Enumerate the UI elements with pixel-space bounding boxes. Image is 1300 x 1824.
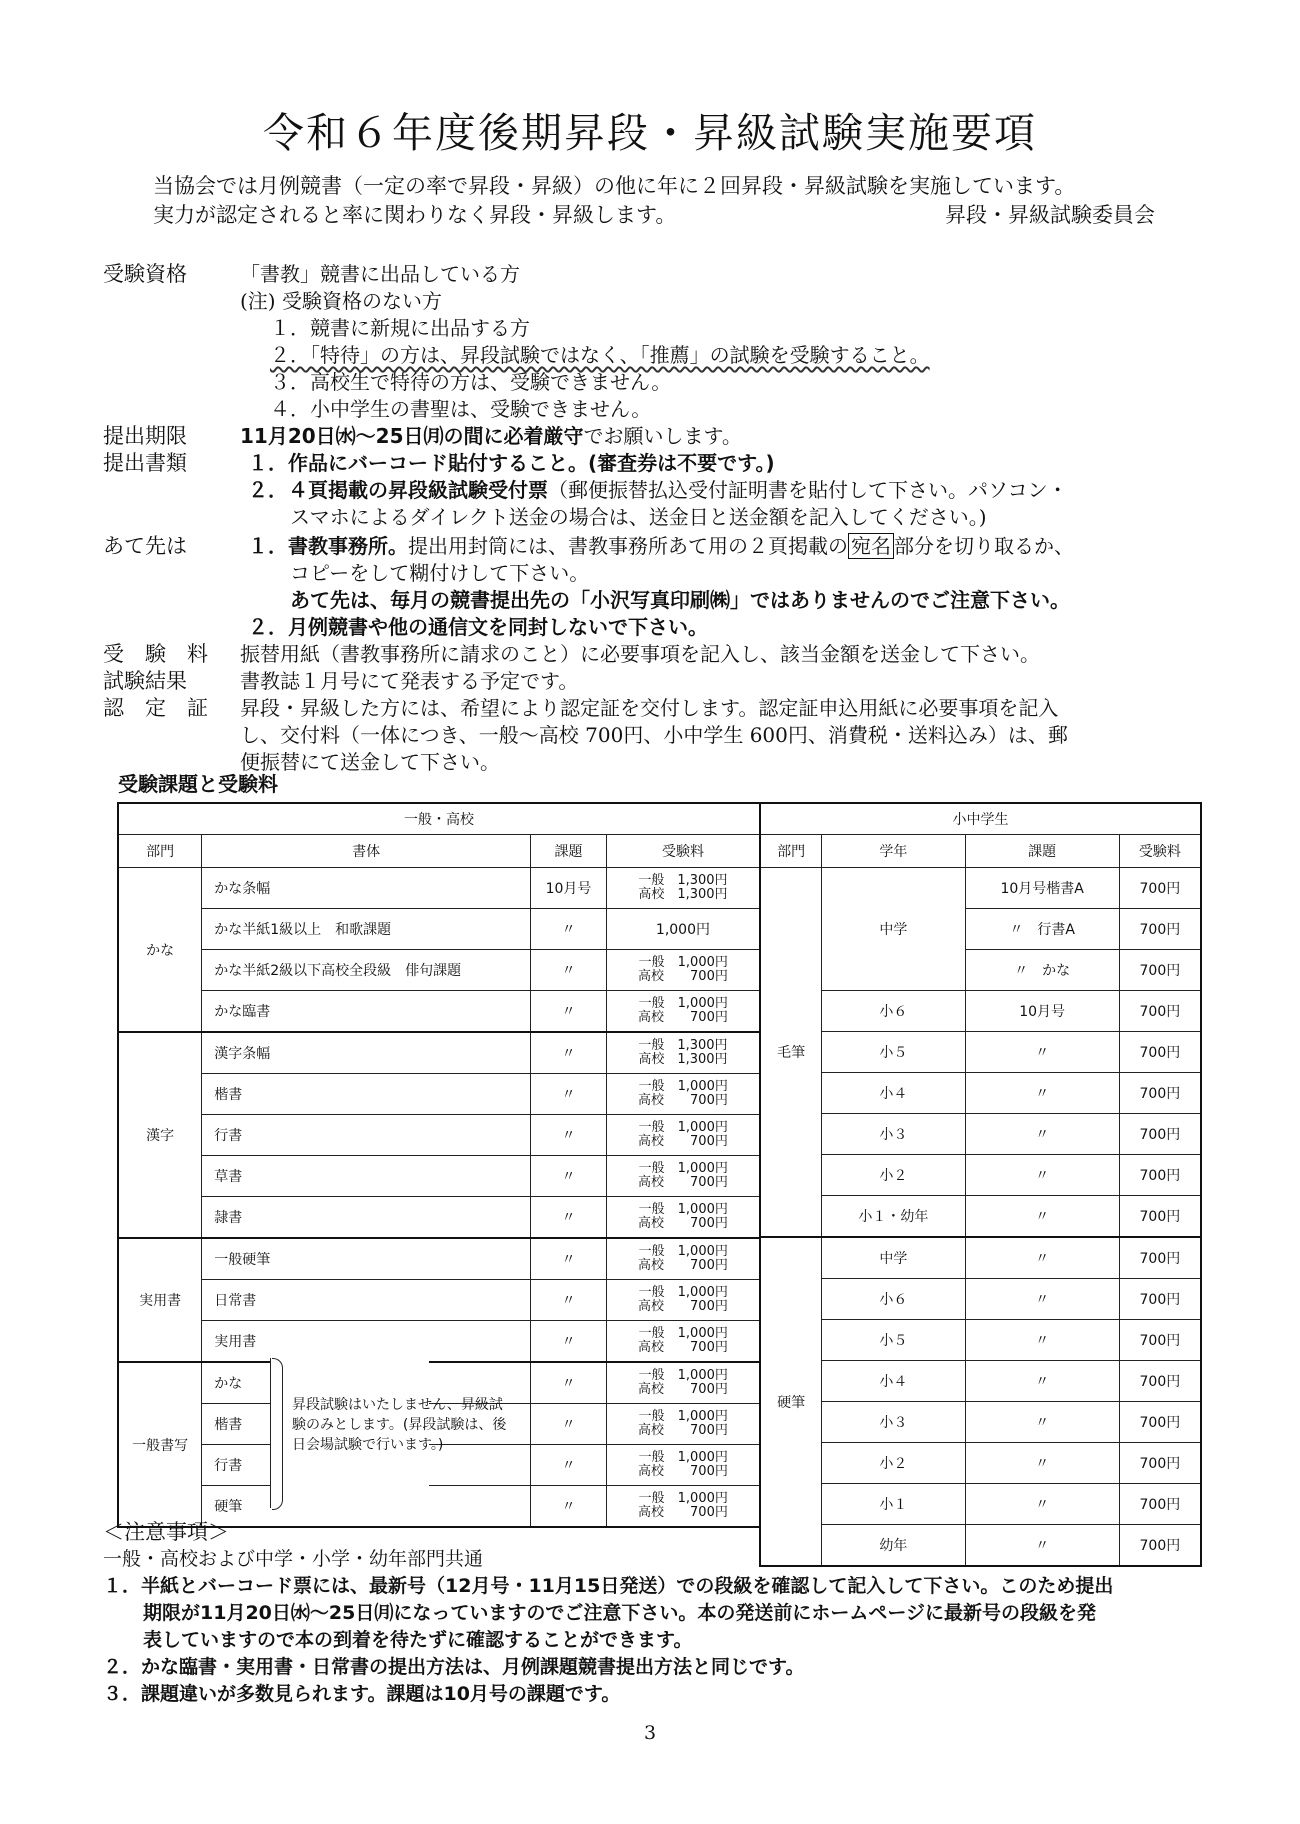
result-text: 書教誌１月号にて発表する予定です。	[240, 669, 579, 693]
fee-highschool: 高校 700円	[638, 1505, 728, 1520]
task-cell: 10月号	[965, 991, 1119, 1032]
fee-highschool: 高校 700円	[638, 1175, 728, 1190]
copy-note: 昇段試験はいたしません、昇級試験のみとします。(昇段試験は、後日会場試験で行います。)	[292, 1397, 507, 1453]
task-cell: 〃	[531, 1362, 607, 1404]
section-title: 受験課題と受験料	[118, 772, 278, 796]
style-cell: 一般硬筆	[202, 1238, 531, 1280]
address-item-1-rest: 提出用封筒には、書教事務所あて用の２頁掲載の	[408, 534, 848, 558]
fee-general: 一般 1,000円	[638, 1450, 728, 1465]
style-cell: 日常書	[202, 1280, 531, 1321]
fee-highschool: 高校 1,300円	[638, 887, 728, 902]
fee-cell: 700円	[1119, 1032, 1201, 1073]
task-cell: 〃	[965, 1073, 1119, 1114]
table-row	[760, 1361, 1201, 1402]
category-kanji: 漢字	[118, 1032, 202, 1238]
table-row	[760, 1402, 1201, 1443]
group-header-junior: 小中学生	[760, 803, 1201, 835]
fee-cell	[606, 868, 760, 909]
grade-cell: 幼年	[822, 1525, 965, 1567]
table-row	[118, 1115, 760, 1156]
grade-cell: 小２	[822, 1155, 965, 1196]
table-row	[118, 1032, 760, 1074]
fee-cell	[606, 1115, 760, 1156]
table-row	[118, 950, 760, 991]
fee-cell: 700円	[1119, 1196, 1201, 1238]
grade-cell: 小２	[822, 1443, 965, 1484]
fee-cell	[606, 1032, 760, 1074]
documents-item-1: １．作品にバーコード貼付すること。(審査券は不要です。)	[248, 451, 775, 475]
notes-common: 一般・高校および中学・小学・幼年部門共通	[103, 1548, 484, 1570]
fee-cell: 700円	[1119, 1484, 1201, 1525]
grade-cell: 小３	[822, 1402, 965, 1443]
fee-highschool: 高校 700円	[638, 1340, 728, 1355]
task-cell: 〃	[965, 1114, 1119, 1155]
address-box: 宛名	[848, 533, 894, 559]
documents-item-2	[248, 474, 1068, 503]
style-cell: かな半紙1級以上 和歌課題	[202, 909, 531, 950]
address-item-1-bold: １．書教事務所。	[248, 534, 408, 558]
qualification-note-3: ３．高校生で特待の方は、受験できません。	[270, 370, 672, 394]
fee-cell	[606, 1156, 760, 1197]
qualification-note-4: ４．小中学生の書聖は、受験できません。	[270, 397, 652, 421]
fee-highschool: 高校 700円	[638, 1423, 728, 1438]
address-item-2: ２．月例競書や他の通信文を同封しないで下さい。	[248, 615, 708, 639]
task-cell: 〃	[965, 1032, 1119, 1073]
grade-cell: 小４	[822, 1361, 965, 1402]
fee-cell: 700円	[1119, 1361, 1201, 1402]
grade-cell: 中学	[822, 1237, 965, 1279]
fee-general: 一般 1,000円	[638, 1491, 728, 1506]
header-dept: 部門	[760, 835, 822, 868]
style-cell: 行書	[202, 1115, 531, 1156]
documents-item-2-bold: ２．４頁掲載の昇段級試験受付票	[248, 478, 548, 502]
fee-highschool: 高校 700円	[638, 1134, 728, 1149]
style-cell: かな半紙2級以下高校全段級 俳句課題	[202, 950, 531, 991]
style-cell: かな条幅	[202, 868, 531, 909]
fee-label: 受 験 料	[103, 642, 208, 666]
fee-cell	[606, 1197, 760, 1239]
header-fee: 受験料	[606, 835, 760, 868]
fee-cell: 700円	[1119, 1114, 1201, 1155]
task-cell: 〃	[965, 1196, 1119, 1238]
deadline-text	[240, 420, 742, 449]
page-title: 令和６年度後期昇段・昇級試験実施要項	[263, 109, 1037, 157]
fee-highschool: 高校 700円	[638, 1382, 728, 1397]
task-cell: 10月号楷書A	[965, 868, 1119, 909]
task-cell: 〃	[531, 991, 607, 1033]
table-row	[760, 1443, 1201, 1484]
table-row	[760, 1073, 1201, 1114]
fee-cell: 700円	[1119, 991, 1201, 1032]
address-item-1-line3: あて先は、毎月の競書提出先の「小沢写真印刷㈱」ではありませんのでご注意下さい。	[290, 588, 1070, 612]
fee-cell: 700円	[1119, 1525, 1201, 1567]
table-row	[118, 909, 760, 950]
page-number: 3	[643, 1722, 657, 1744]
fee-cell: 700円	[1119, 1279, 1201, 1320]
task-cell: 〃	[965, 1484, 1119, 1525]
table-row	[118, 1156, 760, 1197]
copy-style-kana: かな	[214, 1376, 243, 1392]
fee-general: 一般 1,000円	[638, 996, 728, 1011]
table-row	[760, 1032, 1201, 1073]
fee-general: 一般 1,000円	[638, 1202, 728, 1217]
task-cell: 〃	[531, 1197, 607, 1239]
task-cell: 〃	[531, 1280, 607, 1321]
task-cell: 〃	[531, 1321, 607, 1363]
table-row	[760, 991, 1201, 1032]
table-row	[760, 868, 1201, 909]
task-cell: 〃	[965, 1361, 1119, 1402]
category-kana: かな	[118, 868, 202, 1033]
fee-cell	[606, 1321, 760, 1363]
fee-highschool: 高校 700円	[638, 1258, 728, 1273]
task-cell: 〃	[965, 1237, 1119, 1279]
task-cell: 〃	[531, 1156, 607, 1197]
grade-cell: 小４	[822, 1073, 965, 1114]
fee-cell: 700円	[1119, 909, 1201, 950]
fee-cell	[606, 950, 760, 991]
grade-cell: 小５	[822, 1032, 965, 1073]
fee-general: 一般 1,000円	[638, 1244, 728, 1259]
fee-cell: 700円	[1119, 1073, 1201, 1114]
address-item-1-tail: 部分を切り取るか、	[894, 534, 1074, 558]
task-cell: 〃	[531, 1486, 607, 1528]
junior-table	[759, 802, 1202, 1567]
certificate-line-3: 便振替にて送金して下さい。	[240, 750, 500, 774]
task-cell: 〃	[965, 1402, 1119, 1443]
table-row	[118, 1074, 760, 1115]
fee-general: 一般 1,300円	[638, 1038, 728, 1053]
table-row	[118, 1321, 760, 1363]
fee-cell: 700円	[1119, 1402, 1201, 1443]
fee-general: 一般 1,000円	[638, 1326, 728, 1341]
fee-cell	[606, 1486, 760, 1528]
fee-cell: 700円	[1119, 868, 1201, 909]
task-cell: 〃	[531, 1404, 607, 1445]
table-row	[760, 1525, 1201, 1567]
fee-cell: 700円	[1119, 950, 1201, 991]
deadline-date: 11月20日㈬～25日㈪の間に必着厳守	[240, 424, 584, 448]
fee-general: 一般 1,300円	[638, 873, 728, 888]
fee-cell	[606, 1362, 760, 1404]
grade-cell: 小３	[822, 1114, 965, 1155]
fee-cell: 700円	[1119, 1155, 1201, 1196]
certificate-line-2: し、交付料（一体につき、一般～高校 700円、小中学生 600円、消費税・送料込み）は、郵	[240, 723, 1068, 747]
header-grade: 学年	[822, 835, 965, 868]
intro-line-2: 実力が認定されると率に関わりなく昇段・昇級します。	[153, 203, 677, 227]
fee-cell: 700円	[1119, 1443, 1201, 1484]
task-cell: 〃 かな	[965, 950, 1119, 991]
table-row	[760, 1320, 1201, 1361]
fee-general: 一般 1,000円	[638, 1161, 728, 1176]
fee-cell	[606, 1074, 760, 1115]
table-row	[760, 1279, 1201, 1320]
header-dept: 部門	[118, 835, 202, 868]
grade-cell: 小６	[822, 991, 965, 1032]
task-cell: 〃	[531, 1115, 607, 1156]
category-pen: 硬筆	[760, 1237, 822, 1566]
style-cell: 隷書	[202, 1197, 531, 1239]
group-header-general: 一般・高校	[118, 803, 760, 835]
deadline-label: 提出期限	[103, 424, 187, 448]
bracket-shape	[272, 1358, 283, 1510]
table-row	[118, 1197, 760, 1239]
header-task: 課題	[965, 835, 1119, 868]
table-row	[760, 1196, 1201, 1238]
fee-cell	[606, 1404, 760, 1445]
task-cell: 〃	[965, 1320, 1119, 1361]
address-label: あて先は	[103, 534, 187, 558]
qualification-note-1: １．競書に新規に出品する方	[270, 316, 530, 340]
task-cell: 〃	[531, 1074, 607, 1115]
category-copy: 一般書写	[118, 1362, 202, 1527]
fee-highschool: 高校 700円	[638, 1093, 728, 1108]
fee-highschool: 高校 700円	[638, 1464, 728, 1479]
fee-general: 一般 1,000円	[638, 1079, 728, 1094]
fee-general: 一般 1,000円	[638, 1120, 728, 1135]
table-row	[118, 1280, 760, 1321]
fee-cell	[606, 1238, 760, 1280]
note-1-line-3: 表していますので本の到着を待たずに確認することができます。	[143, 1629, 693, 1651]
style-cell: かな臨書	[202, 991, 531, 1033]
header-task: 課題	[531, 835, 607, 868]
fee-cell: 700円	[1119, 1320, 1201, 1361]
address-item-1-line2: コピーをして糊付けして下さい。	[290, 561, 590, 585]
fee-highschool: 高校 700円	[638, 1299, 728, 1314]
table-row	[760, 1237, 1201, 1279]
task-cell: 〃	[531, 1238, 607, 1280]
address-item-1	[248, 530, 1074, 559]
table-row	[118, 1238, 760, 1280]
style-cell: 漢字条幅	[202, 1032, 531, 1074]
result-label: 試験結果	[103, 669, 187, 693]
documents-item-2-rest: （郵便振替払込受付証明書を貼付して下さい。パソコン・	[548, 478, 1068, 502]
deadline-rest: でお願いします。	[583, 424, 742, 448]
category-practical: 実用書	[118, 1238, 202, 1362]
task-cell: 〃 行書A	[965, 909, 1119, 950]
fee-highschool: 高校 700円	[638, 969, 728, 984]
documents-item-2-line2: スマホによるダイレクト送金の場合は、送金日と送金額を記入してください。)	[290, 505, 987, 529]
note-3: ３．課題違いが多数見られます。課題は10月号の課題です。	[103, 1683, 621, 1705]
table-row	[118, 991, 760, 1033]
task-cell: 〃	[531, 950, 607, 991]
task-cell: 10月号	[531, 868, 607, 909]
grade-middle: 中学	[822, 868, 965, 991]
copy-style-kaisho: 楷書	[214, 1417, 243, 1433]
copy-style-gyosho: 行書	[214, 1458, 243, 1474]
fee-general: 一般 1,000円	[638, 1368, 728, 1383]
grade-cell: 小１・幼年	[822, 1196, 965, 1238]
notes-heading: ＜注意事項＞	[103, 1520, 229, 1544]
fee-cell: 1,000円	[606, 909, 760, 950]
fee-cell: 700円	[1119, 1237, 1201, 1279]
fee-general: 一般 1,000円	[638, 955, 728, 970]
table-row	[760, 1484, 1201, 1525]
grade-cell: 小６	[822, 1279, 965, 1320]
style-cell: 楷書	[202, 1074, 531, 1115]
task-cell: 〃	[531, 1445, 607, 1486]
certificate-label: 認 定 証	[103, 696, 208, 720]
fee-highschool: 高校 700円	[638, 1216, 728, 1231]
fee-general: 一般 1,000円	[638, 1285, 728, 1300]
header-fee: 受験料	[1119, 835, 1201, 868]
task-cell: 〃	[965, 1155, 1119, 1196]
table-row	[760, 1155, 1201, 1196]
note-1-line-2: 期限が11月20日㈬～25日㈪になっていますのでご注意下さい。本の発送前にホームページに最新号の段級を発	[143, 1602, 1096, 1624]
task-cell: 〃	[965, 1443, 1119, 1484]
fee-cell	[606, 1445, 760, 1486]
style-cell: 実用書	[202, 1321, 531, 1363]
fee-cell	[606, 1280, 760, 1321]
qualification-note-2: ２．「特待」の方は、昇段試験ではなく、「推薦」の試験を受験すること。	[270, 343, 930, 367]
table-row	[118, 868, 760, 909]
qualification-label: 受験資格	[103, 262, 187, 286]
fee-highschool: 高校 700円	[638, 1010, 728, 1025]
documents-label: 提出書類	[103, 451, 187, 475]
task-cell: 〃	[965, 1279, 1119, 1320]
task-cell: 〃	[531, 1032, 607, 1074]
note-2: ２．かな臨書・実用書・日常書の提出方法は、月例課題競書提出方法と同じです。	[103, 1656, 805, 1678]
fee-general: 一般 1,000円	[638, 1409, 728, 1424]
certificate-line-1: 昇段・昇級した方には、希望により認定証を交付します。認定証申込用紙に必要事項を記入	[240, 696, 1059, 720]
qualification-main: 「書教」競書に出品している方	[240, 262, 520, 286]
committee-name: 昇段・昇級試験委員会	[945, 203, 1155, 227]
grade-cell: 小１	[822, 1484, 965, 1525]
style-cell: 草書	[202, 1156, 531, 1197]
qualification-note-head: (注) 受験資格のない方	[240, 289, 442, 313]
header-style: 書体	[202, 835, 531, 868]
fee-text: 振替用紙（書教事務所に請求のこと）に必要事項を記入し、該当金額を送金して下さい。	[240, 642, 1040, 666]
task-cell: 〃	[531, 909, 607, 950]
fee-cell	[606, 991, 760, 1033]
task-cell: 〃	[965, 1525, 1119, 1567]
note-1-line-1: １．半紙とバーコード票には、最新号（12月号・11月15日発送）での段級を確認して記入して下さい。このため提出	[103, 1575, 1114, 1597]
grade-cell: 小５	[822, 1320, 965, 1361]
copy-style-pen: 硬筆	[214, 1499, 243, 1515]
category-brush: 毛筆	[760, 868, 822, 1238]
intro-line-1: 当協会では月例競書（一定の率で昇段・昇級）の他に年に２回昇段・昇級試験を実施しています。	[153, 174, 1076, 198]
fee-highschool: 高校 1,300円	[638, 1052, 728, 1067]
table-row	[760, 1114, 1201, 1155]
